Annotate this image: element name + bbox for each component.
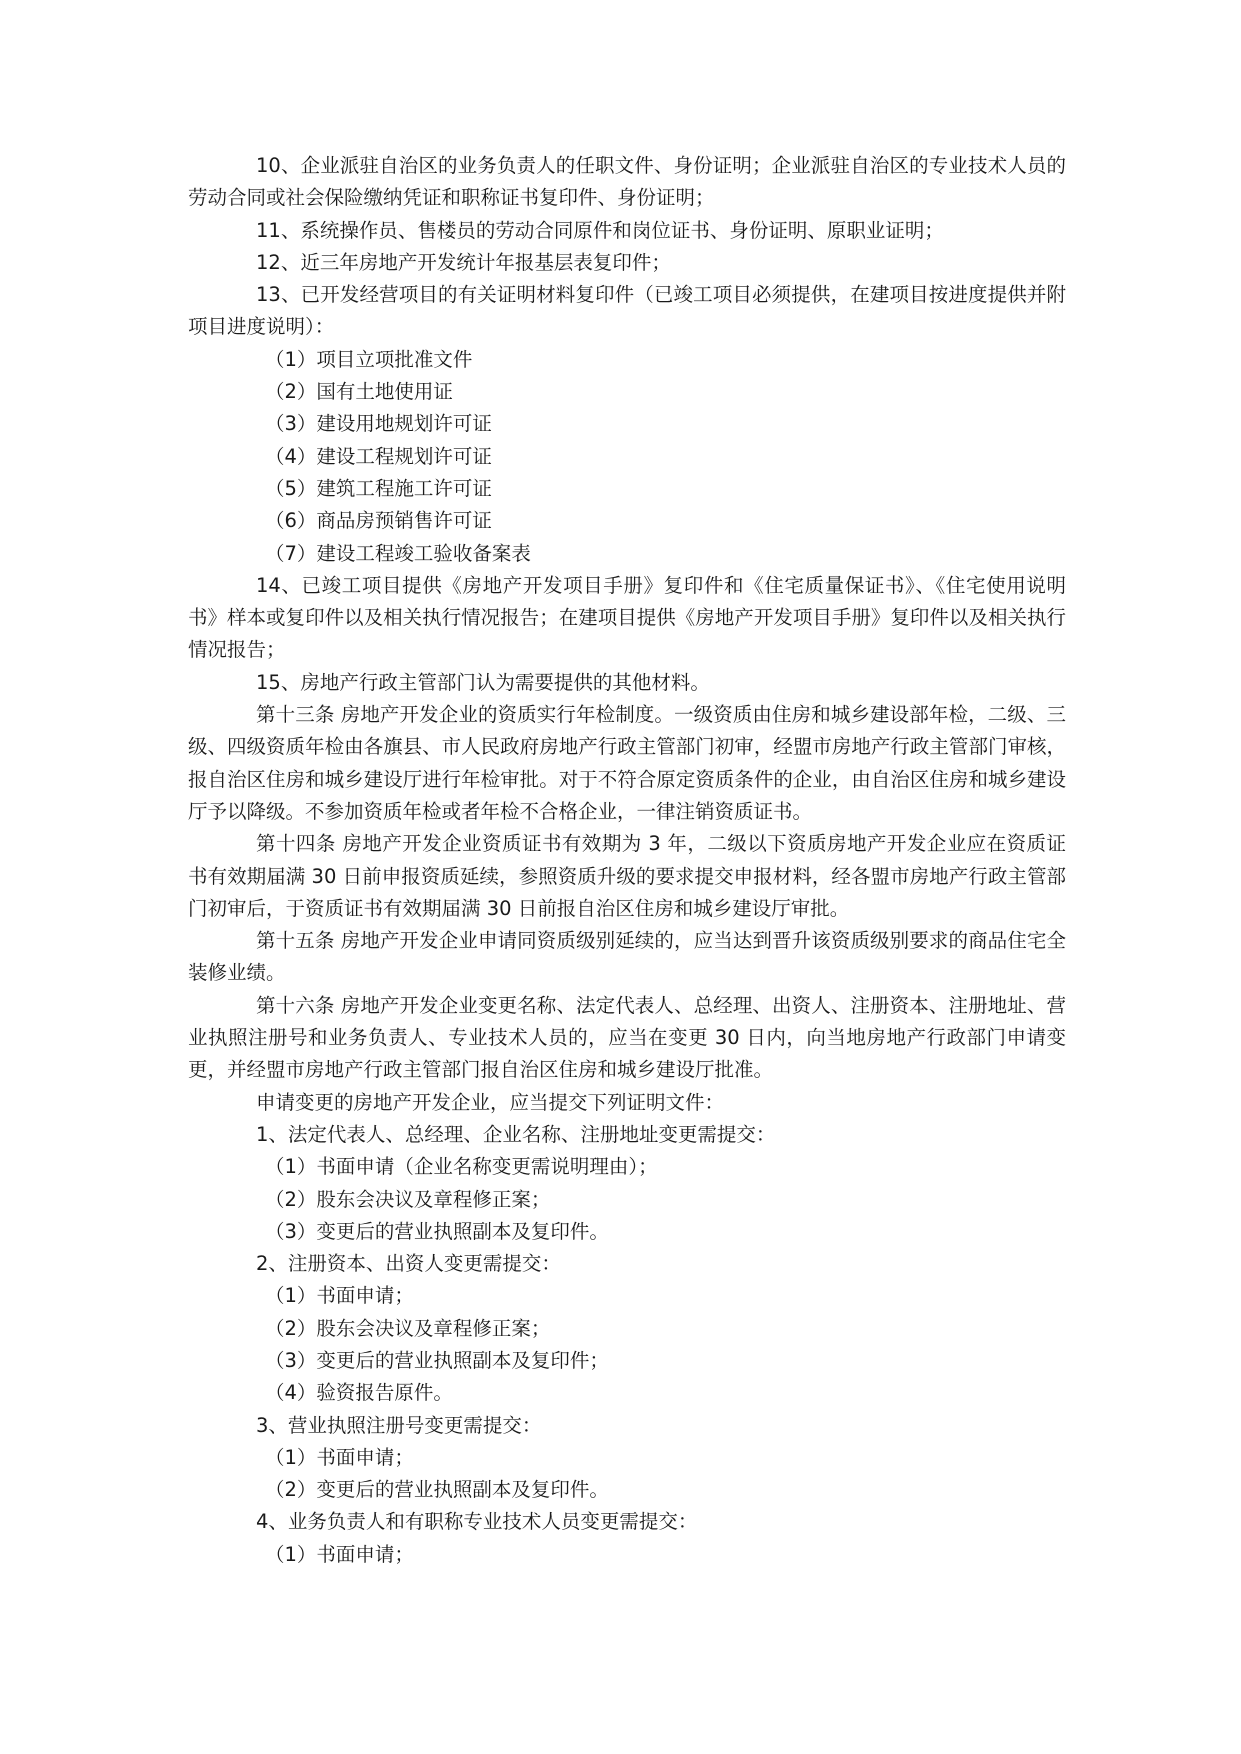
- body-paragraph: 1、法定代表人、总经理、企业名称、注册地址变更需提交：: [256, 1122, 776, 1146]
- sub-item-paragraph: （1）书面申请；: [265, 1284, 414, 1308]
- body-paragraph: 2、注册资本、出资人变更需提交：: [256, 1252, 561, 1276]
- body-paragraph: 11、系统操作员、售楼员的劳动合同原件和岗位证书、身份证明、原职业证明；: [256, 218, 944, 242]
- sub-item-paragraph: （3）变更后的营业执照副本及复印件。: [265, 1219, 609, 1243]
- sub-item-paragraph: （1）项目立项批准文件: [265, 347, 473, 371]
- sub-item-paragraph: （2）股东会决议及章程修正案；: [265, 1187, 551, 1211]
- sub-item-paragraph: （2）国有土地使用证: [265, 380, 453, 404]
- document-body: [188, 150, 1066, 1571]
- sub-item-paragraph: （2）股东会决议及章程修正案；: [265, 1316, 551, 1340]
- body-paragraph: 14、已竣工项目提供《房地产开发项目手册》复印件和《住宅质量保证书》、《住宅使用说明书》样本或复印件以及相关执行情况报告；在建项目提供《房地产开发项目手册》复印件以及相关执行情况报告；: [188, 573, 1066, 662]
- body-paragraph: 10、企业派驻自治区的业务负责人的任职文件、身份证明；企业派驻自治区的专业技术人员的劳动合同或社会保险缴纳凭证和职称证书复印件、身份证明；: [188, 154, 1066, 210]
- sub-item-paragraph: （1）书面申请（企业名称变更需说明理由）；: [265, 1155, 658, 1179]
- body-paragraph: 申请变更的房地产开发企业，应当提交下列证明文件：: [256, 1090, 725, 1114]
- body-paragraph: 第十四条 房地产开发企业资质证书有效期为 3 年，二级以下资质房地产开发企业应在资质证书有效期届满 30 日前申报资质延续，参照资质升级的要求提交申报材料，经各盟市房地产行政主管部门初审后，于资质证书有效期届满 30 日前报自治区住房和城乡建设厅审批。: [188, 832, 1066, 920]
- body-paragraph: 12、近三年房地产开发统计年报基层表复印件；: [256, 250, 671, 274]
- body-paragraph: 3、营业执照注册号变更需提交：: [256, 1413, 542, 1437]
- sub-item-paragraph: （3）建设用地规划许可证: [265, 412, 492, 436]
- body-paragraph: 第十三条 房地产开发企业的资质实行年检制度。一级资质由住房和城乡建设部年检，二级、三级、四级资质年检由各旗县、市人民政府房地产行政主管部门初审，经盟市房地产行政主管部门审核，报自治区住房和城乡建设厅进行年检审批。对于不符合原定资质条件的企业，由自治区住房和城乡建设厅予以降级。不参加资质年检或者年检不合格企业，一律注销资质证书。: [188, 703, 1066, 823]
- sub-item-paragraph: （1）书面申请；: [265, 1542, 414, 1566]
- sub-item-paragraph: （3）变更后的营业执照副本及复印件；: [265, 1348, 609, 1372]
- sub-item-paragraph: （7）建设工程竣工验收备案表: [265, 541, 531, 565]
- body-paragraph: 第十六条 房地产开发企业变更名称、法定代表人、总经理、出资人、注册资本、注册地址、营业执照注册号和业务负责人、专业技术人员的，应当在变更 30 日内，向当地房地产行政部门申请变更，并经盟市房地产行政主管部门报自治区住房和城乡建设厅批准。: [188, 993, 1066, 1082]
- body-paragraph: 4、业务负责人和有职称专业技术人员变更需提交：: [256, 1510, 698, 1534]
- sub-item-paragraph: （4）建设工程规划许可证: [265, 444, 492, 468]
- sub-item-paragraph: （1）书面申请；: [265, 1445, 414, 1469]
- sub-item-paragraph: （4）验资报告原件。: [265, 1381, 453, 1405]
- body-paragraph: 13、已开发经营项目的有关证明材料复印件（已竣工项目必须提供，在建项目按进度提供并附项目进度说明）：: [188, 283, 1066, 339]
- body-paragraph: 第十五条 房地产开发企业申请同资质级别延续的，应当达到晋升该资质级别要求的商品住宅全装修业绩。: [188, 929, 1066, 985]
- sub-item-paragraph: （2）变更后的营业执照副本及复印件。: [265, 1478, 609, 1502]
- sub-item-paragraph: （5）建筑工程施工许可证: [265, 476, 492, 500]
- body-paragraph: 15、房地产行政主管部门认为需要提供的其他材料。: [256, 670, 710, 694]
- sub-item-paragraph: （6）商品房预销售许可证: [265, 509, 492, 533]
